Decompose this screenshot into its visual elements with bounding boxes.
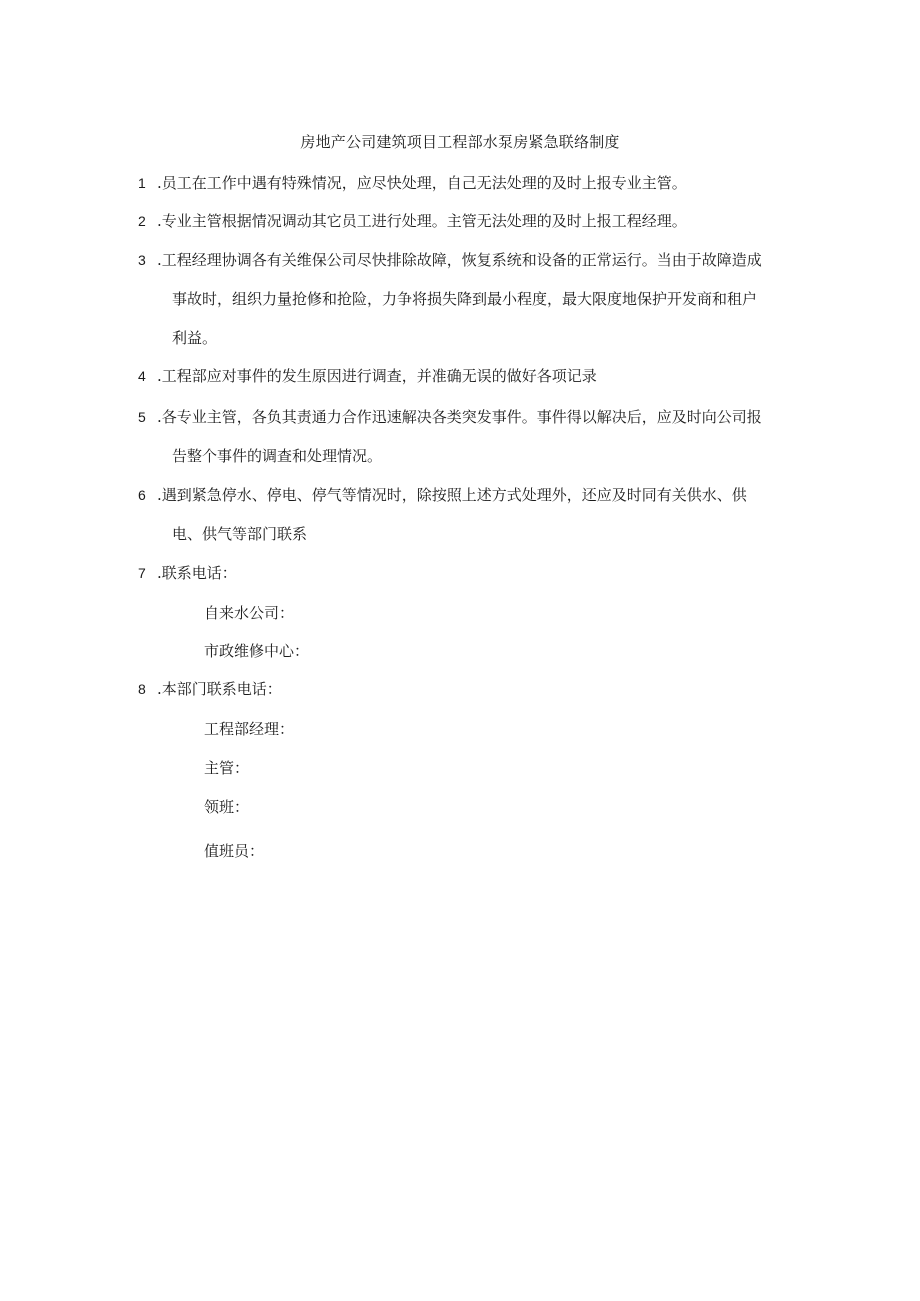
contact-label-supervisor: 主管：: [204, 759, 250, 777]
document-title: 房地产公司建筑项目工程部水泵房紧急联络制度: [300, 133, 620, 151]
item-number: 4: [138, 368, 146, 384]
contact-label-duty-staff: 值班员：: [204, 842, 265, 860]
item-number: 3: [138, 252, 146, 268]
contact-label-foreman: 领班：: [204, 798, 250, 816]
list-item-2: [138, 202, 798, 241]
item-number: 8: [138, 681, 146, 697]
item-text-continued: 事故时，组织力量抢修和抢险，力争将损失降到最小程度，最大限度地保护开发商和租户: [172, 290, 758, 308]
item-number: 6: [138, 487, 146, 503]
contact-label-municipal-repair: 市政维修中心：: [204, 642, 310, 660]
list-item-7: [138, 554, 798, 593]
list-item-3: [138, 241, 798, 358]
item-text: .工程部应对事件的发生原因进行调查，并准确无误的做好各项记录: [157, 367, 597, 385]
item-text: .遇到紧急停水、停电、停气等情况时，除按照上述方式处理外，还应及时同有关供水、供: [157, 486, 747, 504]
list-item-8: [138, 670, 798, 709]
item-text-continued: 利益。: [172, 329, 218, 347]
item-text: .员工在工作中遇有特殊情况，应尽快处理，自己无法处理的及时上报专业主管。: [157, 174, 687, 192]
list-item-5: [138, 398, 798, 476]
list-item-6: [138, 476, 798, 554]
item-text: .各专业主管，各负其责通力合作迅速解决各类突发事件。事件得以解决后，应及时向公司报: [157, 408, 762, 426]
item-text: .本部门联系电话：: [157, 680, 282, 698]
item-number: 5: [138, 409, 146, 425]
item-number: 7: [138, 565, 146, 581]
item-text: .专业主管根据情况调动其它员工进行处理。主管无法处理的及时上报工程经理。: [157, 212, 687, 230]
item-number: 1: [138, 175, 146, 191]
item-text-continued: 告整个事件的调查和处理情况。: [172, 447, 383, 465]
list-item-1: [138, 164, 798, 203]
item-text: .工程经理协调各有关维保公司尽快排除故障，恢复系统和设备的正常运行。当由于故障造成: [157, 251, 762, 269]
item-text-continued: 电、供气等部门联系: [172, 525, 308, 543]
contact-label-water-company: 自来水公司：: [204, 604, 295, 622]
contact-label-engineering-manager: 工程部经理：: [204, 720, 295, 738]
list-item-4: [138, 357, 798, 396]
item-text: .联系电话：: [157, 564, 237, 582]
item-number: 2: [138, 213, 146, 229]
